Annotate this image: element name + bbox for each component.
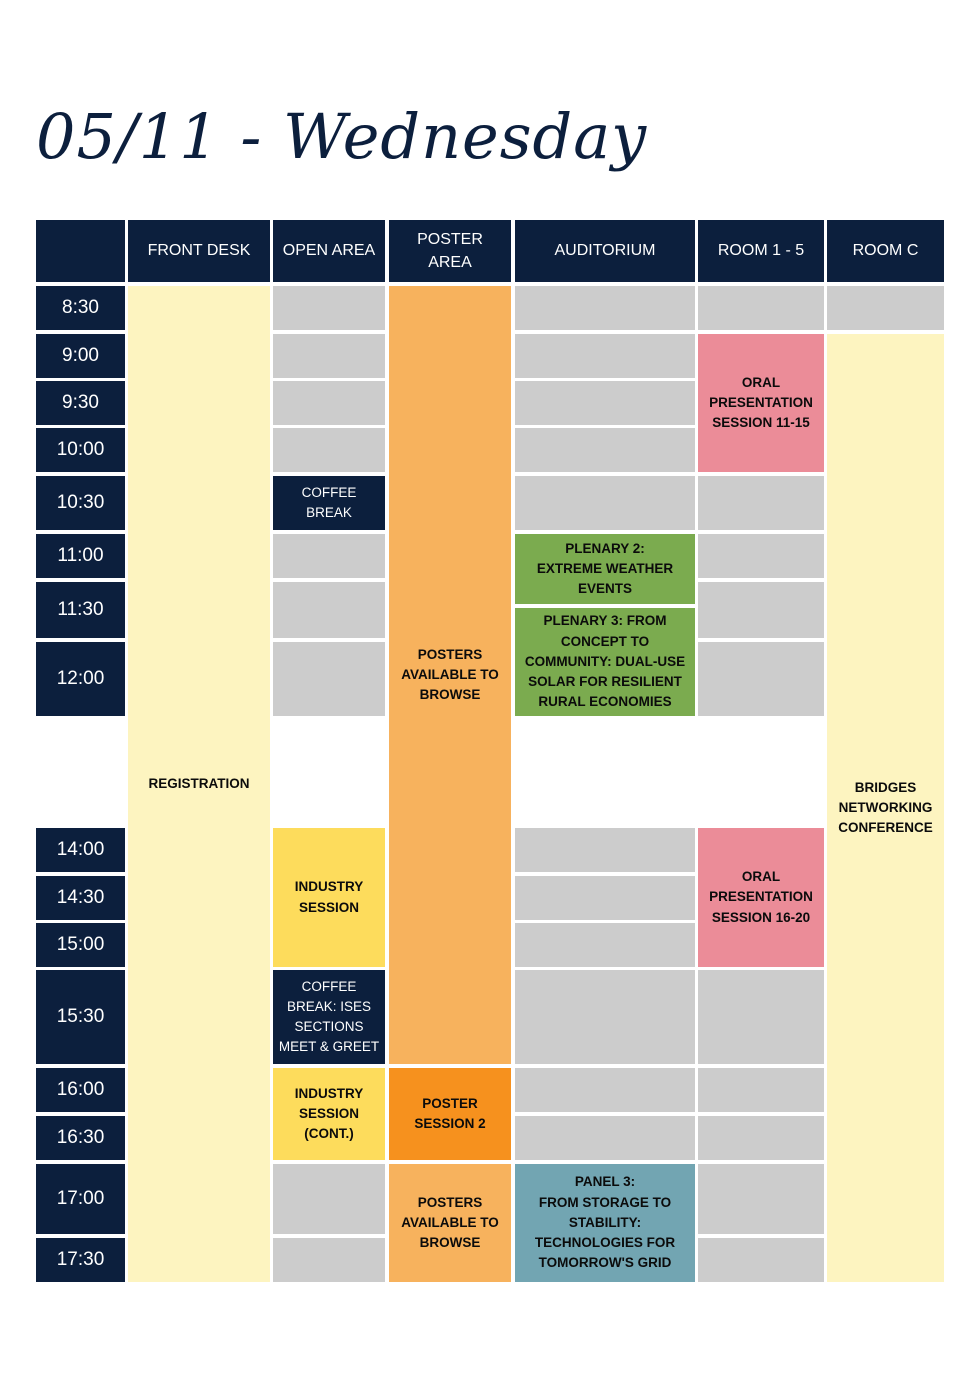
time-slot-1100: 11:00 xyxy=(36,534,125,578)
empty-slot xyxy=(273,428,385,472)
header-corner xyxy=(36,220,125,282)
empty-slot xyxy=(515,286,695,330)
event-registration[interactable]: REGISTRATION xyxy=(128,286,270,1282)
empty-slot xyxy=(698,642,824,716)
time-slot-1730: 17:30 xyxy=(36,1238,125,1282)
empty-slot xyxy=(515,476,695,530)
header-room-c: ROOM C xyxy=(827,220,944,282)
event-plenary-2[interactable]: PLENARY 2: EXTREME WEATHER EVENTS xyxy=(515,534,695,604)
event-oral-16-20[interactable]: ORAL PRESENTATION SESSION 16-20 xyxy=(698,828,824,967)
empty-slot xyxy=(515,1068,695,1112)
header-room-1-5: ROOM 1 - 5 xyxy=(698,220,824,282)
time-slot-1600: 16:00 xyxy=(36,1068,125,1112)
event-coffee-break[interactable]: COFFEE BREAK xyxy=(273,476,385,530)
empty-slot xyxy=(273,381,385,425)
empty-slot xyxy=(515,876,695,920)
empty-slot xyxy=(273,1238,385,1282)
event-posters-browse-2[interactable]: POSTERS AVAILABLE TO BROWSE xyxy=(389,1164,511,1282)
event-bridges-networking[interactable]: BRIDGES NETWORKING CONFERENCE xyxy=(827,334,944,1282)
time-slot-1200: 12:00 xyxy=(36,642,125,716)
empty-slot xyxy=(698,1116,824,1160)
time-slot-1000: 10:00 xyxy=(36,428,125,472)
empty-slot xyxy=(698,582,824,638)
empty-slot xyxy=(515,828,695,872)
event-posters-browse[interactable]: POSTERS AVAILABLE TO BROWSE xyxy=(389,286,511,1064)
time-slot-930: 9:30 xyxy=(36,381,125,425)
empty-slot xyxy=(273,582,385,638)
empty-slot xyxy=(515,381,695,425)
time-slot-1400: 14:00 xyxy=(36,828,125,872)
empty-slot xyxy=(827,286,944,330)
empty-slot xyxy=(515,923,695,967)
time-slot-1130: 11:30 xyxy=(36,582,125,638)
event-industry-session-cont[interactable]: INDUSTRY SESSION (CONT.) xyxy=(273,1068,385,1160)
header-open-area: OPEN AREA xyxy=(273,220,385,282)
header-poster-area: POSTER AREA xyxy=(389,220,511,282)
empty-slot xyxy=(273,334,385,378)
event-panel-3[interactable]: PANEL 3: FROM STORAGE TO STABILITY: TECHNOLOGIES FOR TOMORROW'S GRID xyxy=(515,1164,695,1282)
empty-slot xyxy=(515,428,695,472)
time-slot-1530: 15:30 xyxy=(36,970,125,1064)
empty-slot xyxy=(273,1164,385,1234)
empty-slot xyxy=(698,1068,824,1112)
empty-slot xyxy=(698,476,824,530)
time-slot-1700: 17:00 xyxy=(36,1164,125,1234)
header-front-desk: FRONT DESK xyxy=(128,220,270,282)
time-slot-1630: 16:30 xyxy=(36,1116,125,1160)
event-industry-session[interactable]: INDUSTRY SESSION xyxy=(273,828,385,967)
event-plenary-3[interactable]: PLENARY 3: FROM CONCEPT TO COMMUNITY: DUAL-USE SOLAR FOR RESILIENT RURAL ECONOMIES xyxy=(515,608,695,716)
empty-slot xyxy=(698,286,824,330)
time-slot-900: 9:00 xyxy=(36,334,125,378)
empty-slot xyxy=(273,286,385,330)
time-slot-1430: 14:30 xyxy=(36,876,125,920)
time-slot-830: 8:30 xyxy=(36,286,125,330)
time-slot-1500: 15:00 xyxy=(36,923,125,967)
event-coffee-break-ises[interactable]: COFFEE BREAK: ISES SECTIONS MEET & GREET xyxy=(273,970,385,1064)
page-title: 05/11 - Wednesday xyxy=(36,100,648,173)
empty-slot xyxy=(698,1238,824,1282)
empty-slot xyxy=(515,1116,695,1160)
empty-slot xyxy=(515,334,695,378)
empty-slot xyxy=(698,1164,824,1234)
empty-slot xyxy=(698,534,824,578)
time-slot-1030: 10:30 xyxy=(36,476,125,530)
header-auditorium: AUDITORIUM xyxy=(515,220,695,282)
empty-slot xyxy=(273,534,385,578)
empty-slot xyxy=(273,642,385,716)
empty-slot xyxy=(515,970,695,1064)
event-oral-11-15[interactable]: ORAL PRESENTATION SESSION 11-15 xyxy=(698,334,824,472)
event-poster-session-2[interactable]: POSTER SESSION 2 xyxy=(389,1068,511,1160)
empty-slot xyxy=(698,970,824,1064)
